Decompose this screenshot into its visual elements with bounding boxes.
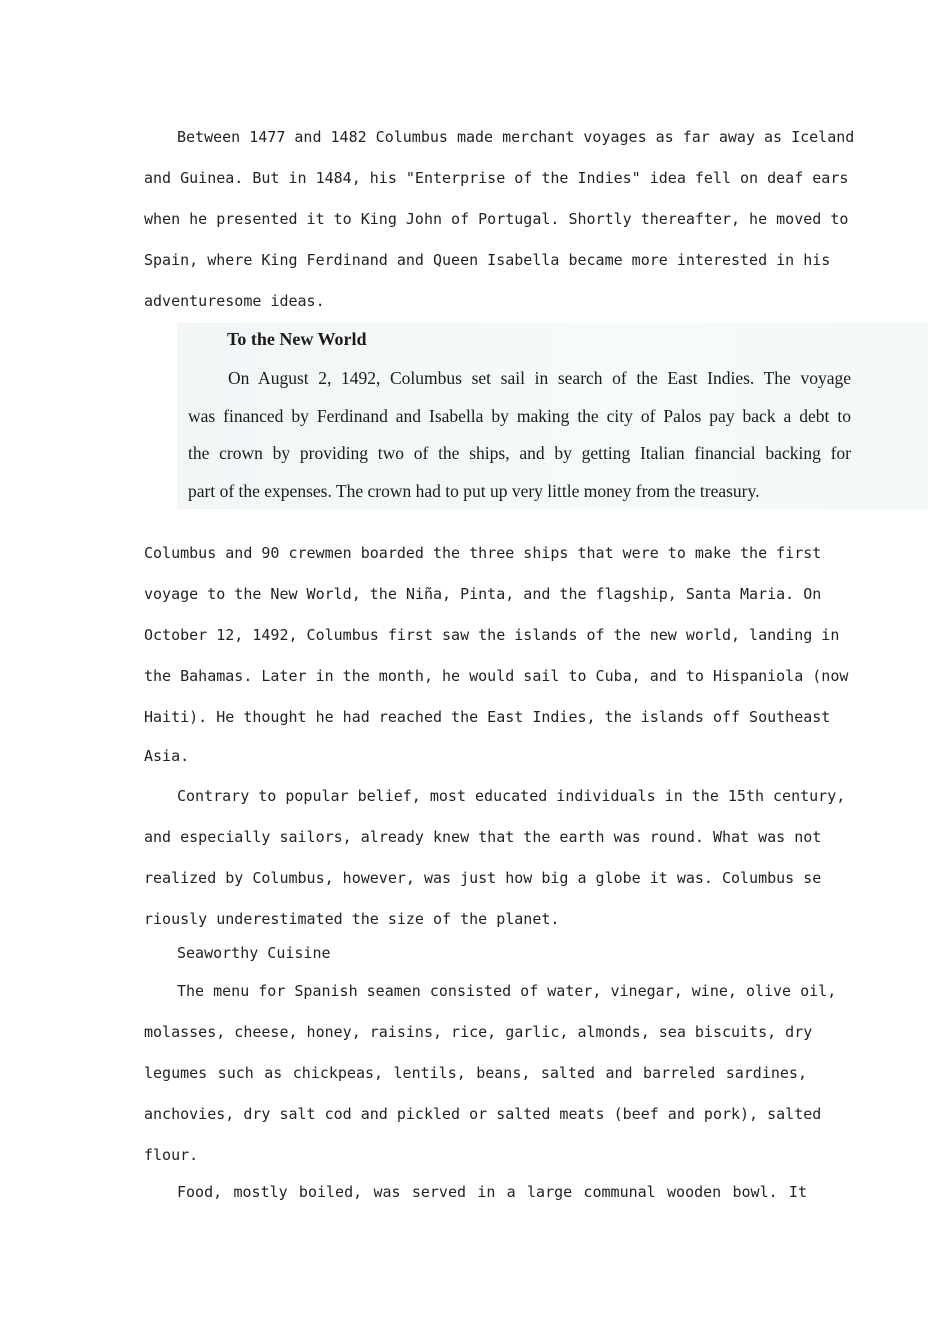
text-line: Columbus and 90 crewmen boarded the three ships that were to make the first: [144, 544, 822, 562]
text-line: part of the expenses. The crown had to put up very little money from the treasury.: [188, 480, 760, 501]
text-line: Spain, where King Ferdinand and Queen Isabella became more interested in his: [144, 251, 831, 269]
text-line: the Bahamas. Later in the month, he would sail to Cuba, and to Hispaniola (now: [144, 667, 849, 685]
text-line: the crown by providing two of the ships, and by getting Italian financial backing for: [188, 443, 851, 463]
text-line: October 12, 1492, Columbus first saw the islands of the new world, landing in: [144, 626, 840, 644]
paragraph-voyages: [144, 117, 855, 322]
text-line: Asia.: [144, 747, 190, 765]
paragraph-menu: [144, 971, 837, 1176]
section-heading-cuisine: Seaworthy Cuisine: [177, 944, 331, 962]
text-line: riously underestimated the size of the planet.: [144, 910, 560, 928]
paragraph-food: [144, 1172, 807, 1213]
text-line: Food, mostly boiled, was served in a large communal wooden bowl. It: [177, 1183, 807, 1201]
text-line: voyage to the New World, the Niña, Pinta, and the flagship, Santa Maria. On: [144, 585, 822, 603]
text-line: was financed by Ferdinand and Isabella by making the city of Palos pay back a debt to: [188, 405, 851, 426]
text-line: adventuresome ideas.: [144, 292, 325, 310]
text-line: legumes such as chickpeas, lentils, beans, salted and barreled sardines,: [144, 1064, 807, 1082]
text-line: and Guinea. But in 1484, his "Enterprise of the Indies" idea fell on deaf ears: [144, 169, 849, 187]
text-line: flour.: [144, 1146, 199, 1164]
scanned-paragraph: [188, 360, 851, 510]
text-line: when he presented it to King John of Portugal. Shortly thereafter, he moved to: [144, 210, 849, 228]
paragraph-belief: [144, 776, 846, 940]
text-line: On August 2, 1492, Columbus set sail in search of the East Indies. The voyage: [228, 368, 851, 388]
text-line: Haiti). He thought he had reached the East Indies, the islands off Southeast: [144, 708, 831, 726]
text-line: The menu for Spanish seamen consisted of water, vinegar, wine, olive oil,: [177, 982, 837, 1000]
text-line: molasses, cheese, honey, raisins, rice, garlic, almonds, sea biscuits, dry: [144, 1023, 813, 1041]
text-line: Contrary to popular belief, most educated individuals in the 15th century,: [177, 787, 846, 805]
paragraph-crew: [144, 533, 849, 775]
text-line: Between 1477 and 1482 Columbus made merchant voyages as far away as Iceland: [177, 128, 855, 146]
section-heading-new-world: To the New World: [227, 329, 367, 349]
scanned-excerpt: [177, 323, 928, 509]
text-line: realized by Columbus, however, was just how big a globe it was. Columbus se: [144, 869, 822, 887]
text-line: and especially sailors, already knew that the earth was round. What was not: [144, 828, 822, 846]
text-line: anchovies, dry salt cod and pickled or salted meats (beef and pork), salted: [144, 1105, 822, 1123]
